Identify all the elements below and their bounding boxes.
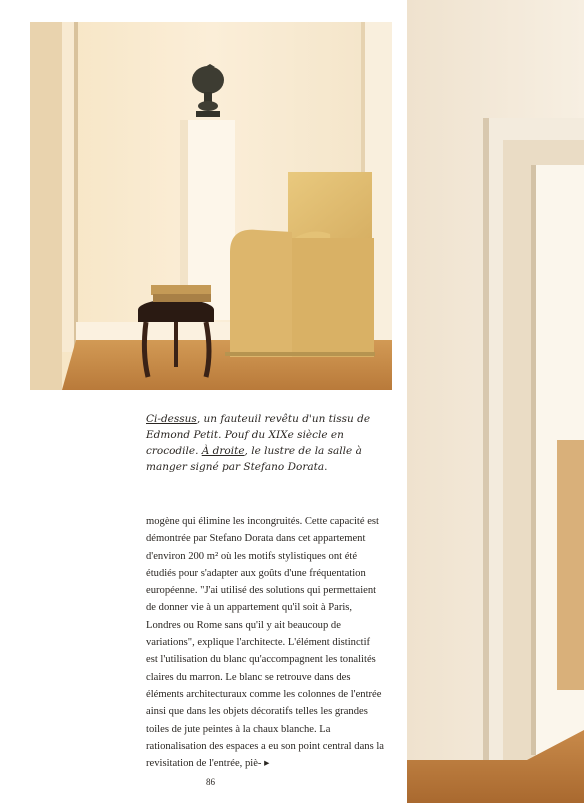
page-number: 86: [206, 777, 215, 787]
armchair-scene: [30, 22, 392, 390]
interior-photo-armchair: [30, 22, 392, 390]
caption-text-1: , un fauteuil revêtu d'un tissu de Edmond Petit. Pouf du XIXe siècle en crocodile.: [146, 413, 371, 457]
article-body: [146, 513, 384, 772]
caption-ref-above: Ci-dessus: [146, 413, 197, 425]
interior-photo-doorway: [407, 0, 584, 803]
article-paragraph: mogène qui élimine les incongruités. Cette capacité est démontrée par Stefano Dorata dans cet appartement d'environ 200 m² où les motifs stylistiques ont été étudiés pour s'adapter aux goûts d'une fréquentation européenne. "J'ai utilisé des solutions qui permettaient de donner vie à un appartement qu'il soit à Paris, Londres ou Rome sans qu'il y ait beaucoup de variations", explique l'architecte. L'élément distinctif est l'utilisation du blanc qu'accompagnent les tonalités claires du marron. Le blanc se retrouve dans des éléments architecturaux comme les colonnes de l'entrée ainsi que dans les objets décoratifs telles les grandes toiles de jute peintes à la chaux blanche. La rationalisation des espaces a eu son point central dans la revisitation de l'entrée, piè- ▸: [146, 516, 384, 770]
caption-ref-right: À droite: [201, 445, 245, 457]
caption-text-2: , le lustre de la salle à manger signé par Stefano Dorata.: [146, 445, 362, 473]
doorway-scene: [407, 0, 584, 803]
photo-caption: [146, 411, 376, 475]
